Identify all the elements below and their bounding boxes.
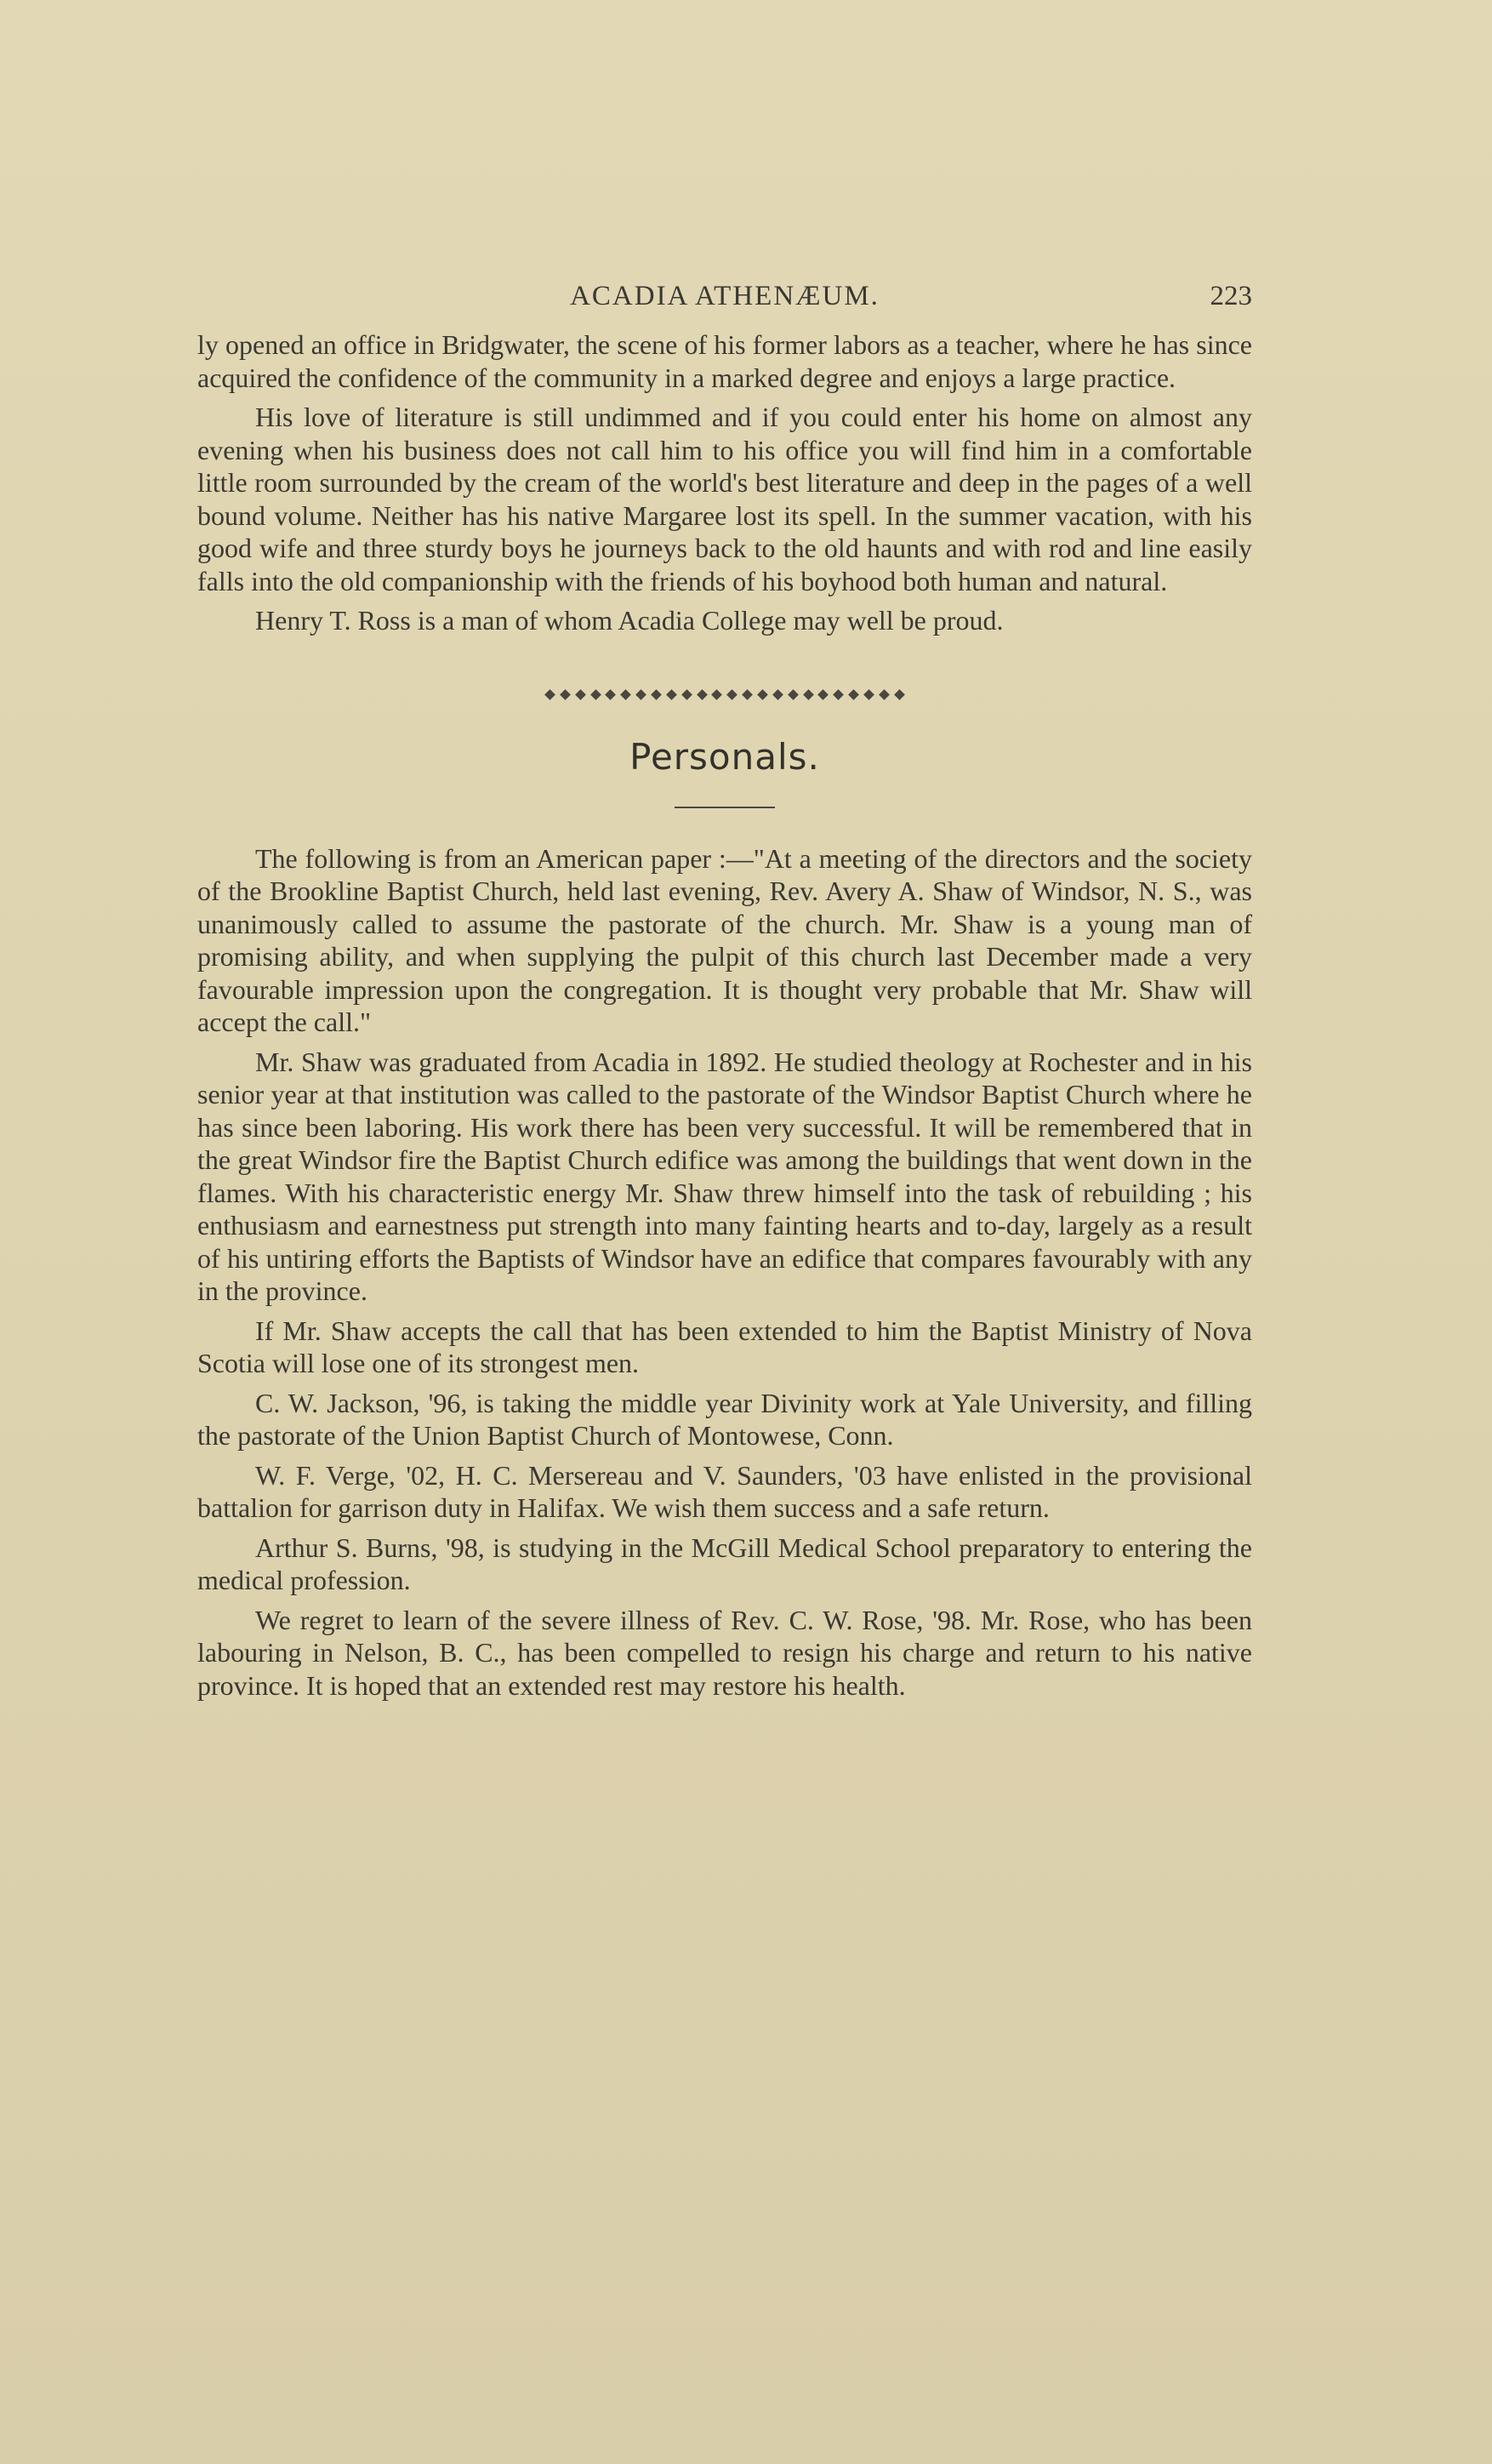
paragraph: The following is from an American paper :—"At a meeting of the directors and the society of the Brookline Baptist Church, held last evening, Rev. Avery A. Shaw of Windsor, N. S., was unanimously called to assume the pastorate of the church. Mr. Shaw is a young man of promising ability, and when supplying the pulpit of this church last December made a very favourable impression upon the congregation. It is thought very probable that Mr. Shaw will accept the call."	[197, 842, 1252, 1037]
section-heading: Personals.	[629, 735, 820, 778]
heading-rule	[675, 807, 775, 808]
paragraph: C. W. Jackson, '96, is taking the middle year Divinity work at Yale University, and filling the pastorate of the Union Baptist Church of Montowese, Conn.	[197, 1387, 1252, 1451]
paragraph: Mr. Shaw was graduated from Acadia in 1892. He studied theology at Rochester and in his senior year at that institution was called to the pastorate of the Windsor Baptist Church where he has since been laboring. His work there has been very successful. It will be remembered that in the great Windsor fire the Baptist Church edifice was among the buildings that went down in the flames. With his characteristic energy Mr. Shaw threw himself into the task of rebuilding ; his enthusiasm and earnestness put strength into many fainting hearts and to-day, largely as a result of his untiring efforts the Baptists of Windsor have an edifice that compares favourably with any in the province.	[197, 1046, 1252, 1306]
paragraph: We regret to learn of the severe illness of Rev. C. W. Rose, '98. Mr. Rose, who has been labouring in Nelson, B. C., has been compelled to resign his charge and return to his native province. It is hoped that an extended rest may restore his health.	[197, 1604, 1252, 1701]
article-page	[197, 281, 1252, 1708]
journal-title: ACADIA ATHENÆUM.	[570, 281, 880, 311]
paragraph: W. F. Verge, '02, H. C. Mersereau and V. Saunders, '03 have enlisted in the provisional battalion for garrison duty in Halifax. We wish them success and a safe return.	[197, 1459, 1252, 1523]
paragraph: If Mr. Shaw accepts the call that has been extended to him the Baptist Ministry of Nova Scotia will lose one of its strongest men.	[197, 1315, 1252, 1378]
running-head	[197, 281, 1252, 318]
paragraph: Arthur S. Burns, '98, is studying in the McGill Medical School preparatory to entering the medical profession.	[197, 1531, 1252, 1595]
page-number: 223	[1210, 281, 1252, 311]
ornamental-divider	[546, 688, 903, 702]
paragraph: His love of literature is still undimmed and if you could enter his home on almost any evening when his business does not call him to his office you will find him in a comfortable little room surrounded by the cream of the world's best literature and deep in the pages of a well bound volume. Neither has his native Margaree lost its spell. In the summer vacation, with his good wife and three sturdy boys he journeys back to the old haunts and with rod and line easily falls into the old companionship with the friends of his boyhood both human and natural.	[197, 402, 1252, 596]
paragraph-continued: ly opened an office in Bridgwater, the scene of his former labors as a teacher, where he has since acquired the confidence of the community in a marked degree and enjoys a large practice.	[197, 329, 1252, 393]
personals-text	[197, 842, 1252, 1703]
intro-text	[197, 328, 1252, 637]
paragraph: Henry T. Ross is a man of whom Acadia College may well be proud.	[255, 605, 1004, 636]
